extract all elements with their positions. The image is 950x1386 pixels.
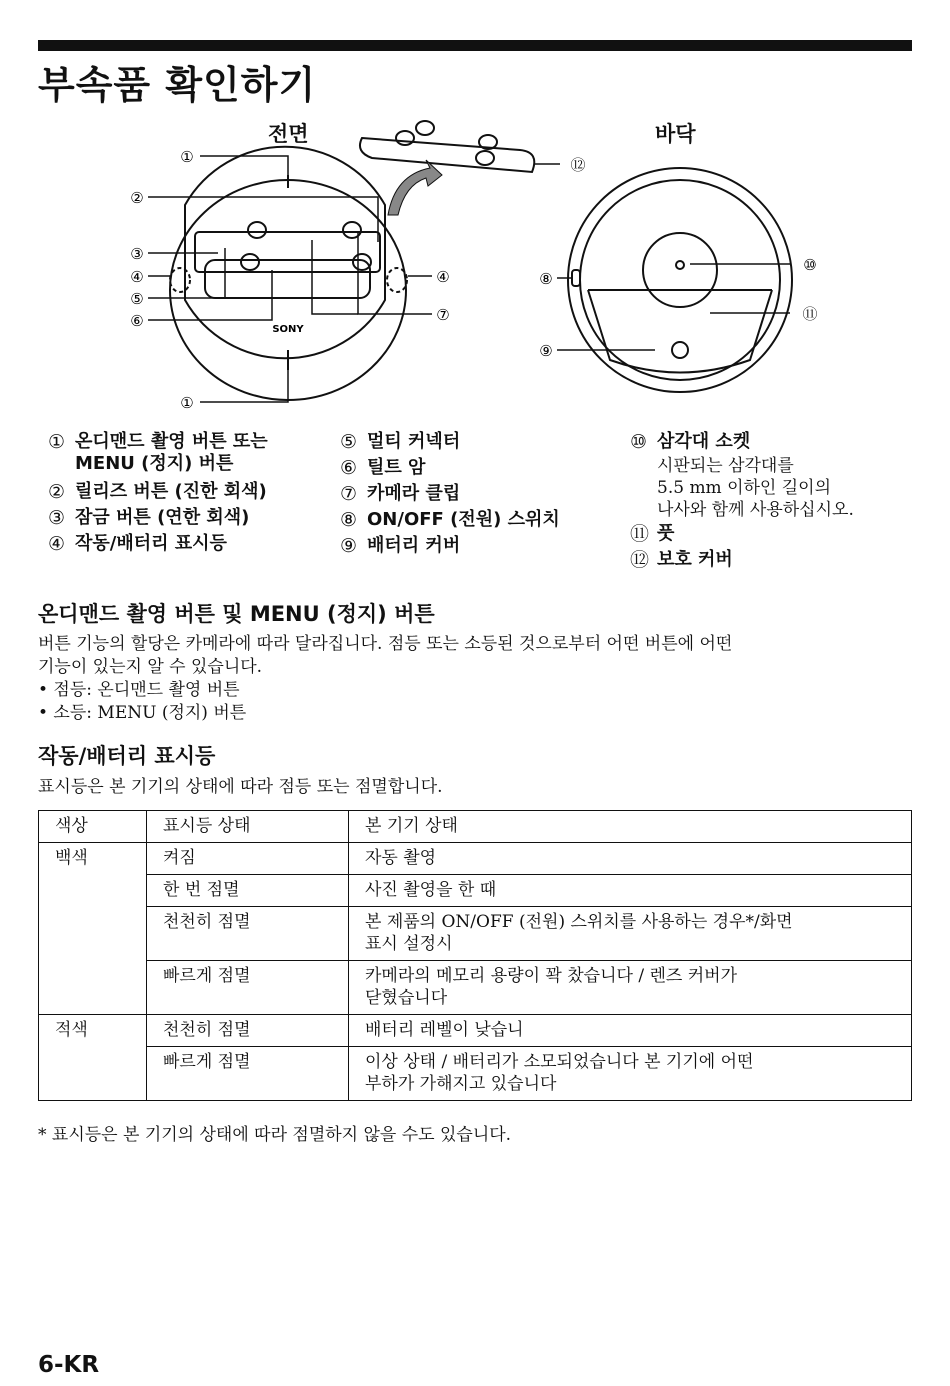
knob (248, 222, 266, 238)
list-item: ⑩ 삼각대 소켓 (630, 431, 751, 453)
parts-list-col1 (48, 429, 338, 557)
color-cell: 백색 (39, 843, 147, 1015)
list-item: ⑧ ON/OFF (전원) 스위치 (340, 509, 560, 531)
list-item: ④ 작동/배터리 표시등 (48, 533, 227, 555)
callout-8: ⑧ (539, 270, 553, 288)
section2-heading: 작동/배터리 표시등 (38, 744, 216, 768)
table-header: 표시등 상태 (147, 811, 349, 843)
front-view-label: 전면 (268, 122, 309, 146)
table-row: 천천히 점멸 본 제품의 ON/OFF (전원) 스위치를 사용하는 경우*/화면 표시 설정시 (39, 907, 912, 961)
indicator-status-table (38, 810, 912, 1101)
list-item: ⑪ 풋 (630, 523, 675, 545)
bullet-item: • 소등: MENU (정지) 버튼 (38, 703, 247, 723)
list-item: ⑥ 틸트 암 (340, 457, 426, 479)
section1-body: 버튼 기능의 할당은 카메라에 따라 달라집니다. 점등 또는 소등된 것으로부터 어떤 버튼에 어떤 기능이 있는지 알 수 있습니다. • 점등: 온디맨드 촬영 버튼 • 소등: MENU (정지) 버튼 (38, 633, 898, 725)
table-header-row (39, 811, 912, 843)
callout-3: ③ (130, 245, 144, 263)
knob (353, 254, 371, 270)
page-title: 부속품 확인하기 (38, 63, 317, 107)
callout-2: ② (130, 189, 144, 207)
header-rule (38, 40, 912, 51)
list-item: MENU (정지) 버튼 (75, 453, 234, 474)
bottom-view-label: 바닥 (655, 122, 696, 146)
tripod-note: 시판되는 삼각대를 (657, 456, 794, 476)
table-row: 한 번 점멸 사진 촬영을 한 때 (39, 875, 912, 907)
callout-4-right: ④ (436, 268, 450, 286)
table-header: 본 기기 상태 (349, 811, 912, 843)
callout-4-left: ④ (130, 268, 144, 286)
table-row: 빠르게 점멸 이상 상태 / 배터리가 소모되었습니다 본 기기에 어떤 부하가 가해지고 있습니다 (39, 1047, 912, 1101)
parts-list-col3 (630, 429, 920, 573)
page-number: 6-KR (38, 1352, 100, 1378)
table-row: 적색 천천히 점멸 배터리 레벨이 낮습니 (39, 1015, 912, 1047)
table-row: 빠르게 점멸 카메라의 메모리 용량이 꽉 찼습니다 / 렌즈 커버가 닫혔습니다 (39, 961, 912, 1015)
knob (241, 254, 259, 270)
callout-1-bottom: ① (180, 394, 194, 410)
callout-9: ⑨ (539, 342, 553, 360)
brand-logo: SONY (272, 324, 304, 335)
attach-arrow-icon (388, 160, 442, 215)
callout-6: ⑥ (130, 312, 144, 330)
protective-cover (360, 138, 534, 172)
footnote: * 표시등은 본 기기의 상태에 따라 점멸하지 않을 수도 있습니다. (38, 1125, 512, 1145)
list-item: ⑦ 카메라 클립 (340, 483, 461, 505)
section2-body: 표시등은 본 기기의 상태에 따라 점등 또는 점멸합니다. (38, 777, 443, 797)
tripod-note: 5.5 mm 이하인 길이의 (657, 478, 832, 498)
tilt-arm (205, 260, 370, 298)
tripod-note: 나사와 함께 사용하십시오. (657, 500, 854, 520)
battery-cover-latch (672, 342, 688, 358)
color-cell: 적색 (39, 1015, 147, 1101)
list-item: ① 온디맨드 촬영 버튼 또는 (48, 431, 268, 453)
parts-list-col2 (340, 429, 620, 559)
section1-heading: 온디맨드 촬영 버튼 및 MENU (정지) 버튼 (38, 602, 435, 626)
power-switch (572, 270, 580, 286)
callout-7: ⑦ (436, 306, 450, 324)
list-item: ⑤ 멀티 커넥터 (340, 431, 461, 453)
callout-10: ⑩ (803, 256, 817, 274)
callout-1-top: ① (180, 148, 194, 166)
callout-11: ⑪ (802, 305, 818, 323)
table-row: 백색 켜짐 자동 촬영 (39, 843, 912, 875)
table-header: 색상 (39, 811, 147, 843)
accessory-diagram (0, 110, 950, 410)
list-item: ③ 잠금 버튼 (연한 회색) (48, 507, 250, 529)
callout-12: ⑫ (570, 156, 586, 174)
list-item: ② 릴리즈 버튼 (진한 회색) (48, 481, 267, 503)
tripod-socket (676, 261, 684, 269)
callout-5: ⑤ (130, 290, 144, 308)
list-item: ⑫ 보호 커버 (630, 549, 733, 571)
list-item: ⑨ 배터리 커버 (340, 535, 461, 557)
bullet-item: • 점등: 온디맨드 촬영 버튼 (38, 680, 240, 700)
